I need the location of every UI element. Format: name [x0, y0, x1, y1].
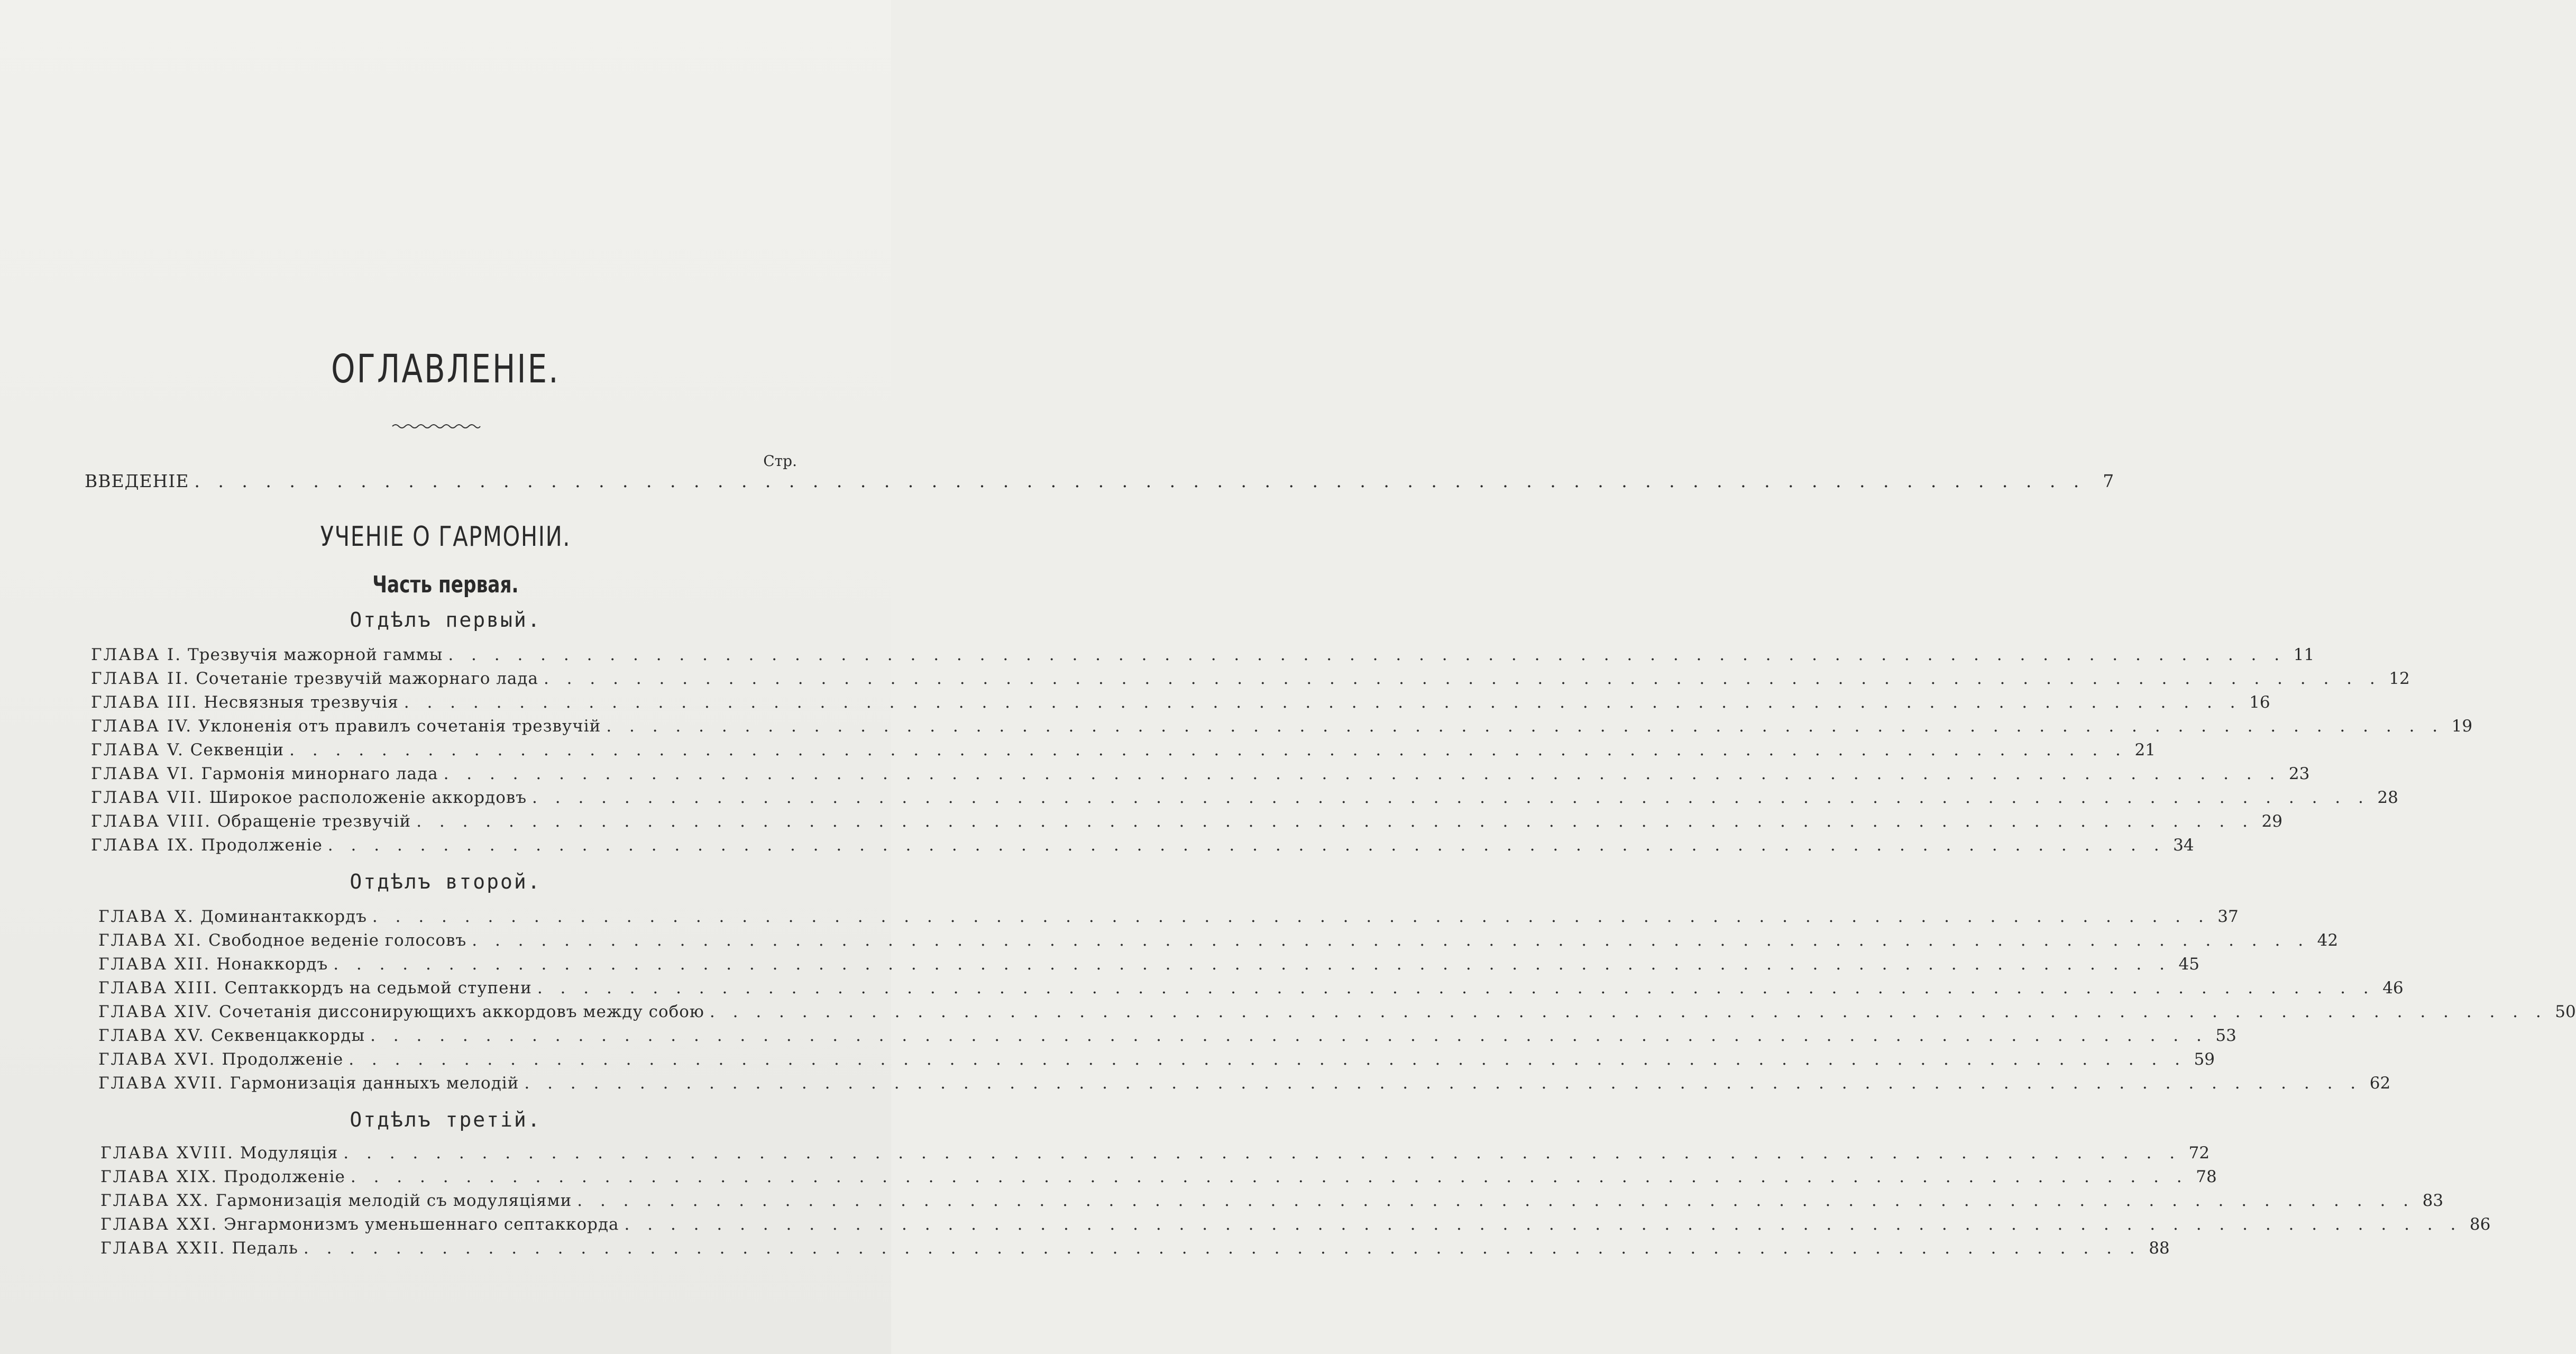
chapter-page: 23: [2288, 764, 2310, 783]
chapter-entry: [91, 764, 2310, 783]
chapter-entry: [100, 1143, 2210, 1163]
chapter-number: ГЛАВА I.: [91, 645, 182, 664]
chapter-label: [91, 693, 404, 712]
chapter-entry: [98, 907, 2239, 926]
leader-dots: . . . . . . . . . . . . . . . . . . . . . . . . . . . . . . . . . . . . . . . . . . . . . . . . . . . . . . . . . . . . . . . . . . . . . . . . . . . . . . . .: [524, 1074, 2362, 1093]
part-heading: Часть первая.: [372, 571, 519, 598]
leader-dots: . . . . . . . . . . . . . . . . . . . . . . . . . . . . . . . . . . . . . . . . . . . . . . . . . . . . . . . . . . . . . . . . . . . . . . . . . . . . . . . .: [303, 1239, 2141, 1258]
chapter-number: ГЛАВА VIII.: [91, 812, 212, 831]
leader-dots: . . . . . . . . . . . . . . . . . . . . . . . . . . . . . . . . . . . . . . . . . . . . . . . . . . . . . . . . . . . . . . . . . . . . . . . . . . . . . . . .: [194, 471, 2086, 491]
chapter-page: 19: [2451, 717, 2473, 736]
chapter-title: Несвязныя трезвучія: [204, 693, 399, 712]
chapter-number: ГЛАВА X.: [98, 907, 195, 926]
chapter-number: ГЛАВА IV.: [91, 717, 193, 736]
chapter-page: 34: [2173, 836, 2194, 855]
leader-dots: . . . . . . . . . . . . . . . . . . . . . . . . . . . . . . . . . . . . . . . . . . . . . . . . . . . . . . . . . . . . . . . . . . . . . . . . . . . . . . . .: [289, 740, 2127, 760]
division-heading: Отдѣлъ первый.: [350, 608, 542, 632]
chapter-label: [98, 1002, 710, 1021]
chapter-title: Доминантаккордъ: [200, 907, 367, 926]
chapter-entry: [98, 978, 2404, 998]
leader-dots: . . . . . . . . . . . . . . . . . . . . . . . . . . . . . . . . . . . . . . . . . . . . . . . . . . . . . . . . . . . . . . . . . . . . . . . . . . . . . . . .: [416, 812, 2254, 831]
chapter-page: 53: [2215, 1026, 2236, 1045]
division-heading: Отдѣлъ третій.: [350, 1108, 542, 1131]
leader-dots: . . . . . . . . . . . . . . . . . . . . . . . . . . . . . . . . . . . . . . . . . . . . . . . . . . . . . . . . . . . . . . . . . . . . . . . . . . . . . . . .: [350, 1167, 2188, 1186]
leader-dots: . . . . . . . . . . . . . . . . . . . . . . . . . . . . . . . . . . . . . . . . . . . . . . . . . . . . . . . . . . . . . . . . . . . . . . . . . . . . . . . .: [448, 645, 2286, 664]
chapter-page: 29: [2261, 812, 2282, 831]
chapter-page: 45: [2178, 955, 2199, 974]
chapter-number: ГЛАВА XIV.: [98, 1002, 214, 1021]
chapter-label: [98, 1026, 370, 1045]
leader-dots: . . . . . . . . . . . . . . . . . . . . . . . . . . . . . . . . . . . . . . . . . . . . . . . . . . . . . . . . . . . . . . . . . . . . . . . . . . . . . . . .: [472, 931, 2310, 950]
chapter-label: [98, 1074, 524, 1093]
chapter-number: ГЛАВА XIII.: [98, 978, 219, 998]
chapter-page: 83: [2422, 1191, 2444, 1210]
leader-dots: . . . . . . . . . . . . . . . . . . . . . . . . . . . . . . . . . . . . . . . . . . . . . . . . . . . . . . . . . . . . . . . . . . . . . . . . . . . . . . . .: [443, 764, 2281, 783]
chapter-number: ГЛАВА XII.: [98, 955, 211, 974]
chapter-label: [98, 978, 537, 998]
chapter-label: [91, 669, 544, 688]
chapter-page: 16: [2249, 693, 2270, 712]
chapter-entry: [91, 788, 2398, 807]
chapter-page: 78: [2196, 1167, 2217, 1186]
leader-dots: . . . . . . . . . . . . . . . . . . . . . . . . . . . . . . . . . . . . . . . . . . . . . . . . . . . . . . . . . . . . . . . . . . . . . . . . . . . . . . . .: [537, 978, 2375, 998]
main-heading: УЧЕНIЕ О ГАРМОНIИ.: [320, 521, 571, 553]
chapter-page: 42: [2317, 931, 2339, 950]
intro-page: 7: [2103, 471, 2114, 491]
leader-dots: . . . . . . . . . . . . . . . . . . . . . . . . . . . . . . . . . . . . . . . . . . . . . . . . . . . . . . . . . . . . . . . . . . . . . . . . . . . . . . . .: [543, 669, 2381, 688]
chapter-title: Педаль: [232, 1239, 298, 1258]
chapter-title: Гармонизація данныхъ мелодій: [230, 1074, 519, 1093]
leader-dots: . . . . . . . . . . . . . . . . . . . . . . . . . . . . . . . . . . . . . . . . . . . . . . . . . . . . . . . . . . . . . . . . . . . . . . . . . . . . . . . .: [370, 1026, 2208, 1045]
chapter-entry: [91, 645, 2315, 664]
chapter-number: ГЛАВА XVI.: [98, 1050, 216, 1069]
chapter-entry: [100, 1239, 2170, 1258]
leader-dots: . . . . . . . . . . . . . . . . . . . . . . . . . . . . . . . . . . . . . . . . . . . . . . . . . . . . . . . . . . . . . . . . . . . . . . . . . . . . . . . .: [333, 955, 2171, 974]
chapter-title: Трезвучія мажорной гаммы: [187, 645, 443, 664]
chapter-label: [100, 1215, 625, 1234]
chapter-number: ГЛАВА XVIII.: [100, 1143, 235, 1163]
chapter-title: Сочетаніе трезвучій мажорнаго лада: [196, 669, 538, 688]
chapter-entry: [100, 1167, 2217, 1186]
page-title: ОГЛАВЛЕНIЕ.: [331, 346, 560, 392]
chapter-entry: [91, 717, 2473, 736]
title-flourish: [391, 422, 481, 431]
chapter-title: Свободное веденіе голосовъ: [208, 931, 467, 950]
chapter-page: 62: [2369, 1074, 2391, 1093]
leader-dots: . . . . . . . . . . . . . . . . . . . . . . . . . . . . . . . . . . . . . . . . . . . . . . . . . . . . . . . . . . . . . . . . . . . . . . . . . . . . . . . .: [372, 907, 2210, 926]
leader-dots: . . . . . . . . . . . . . . . . . . . . . . . . . . . . . . . . . . . . . . . . . . . . . . . . . . . . . . . . . . . . . . . . . . . . . . . . . . . . . . . .: [349, 1050, 2186, 1069]
chapter-number: ГЛАВА XI.: [98, 931, 203, 950]
leader-dots: . . . . . . . . . . . . . . . . . . . . . . . . . . . . . . . . . . . . . . . . . . . . . . . . . . . . . . . . . . . . . . . . . . . . . . . . . . . . . . . .: [327, 836, 2166, 855]
chapter-entry: [98, 1026, 2236, 1045]
chapter-number: ГЛАВА IX.: [91, 836, 196, 855]
leader-dots: . . . . . . . . . . . . . . . . . . . . . . . . . . . . . . . . . . . . . . . . . . . . . . . . . . . . . . . . . . . . . . . . . . . . . . . . . . . . . . . .: [532, 788, 2370, 807]
chapter-title: Гармонизація мелодій съ модуляціями: [215, 1191, 572, 1210]
chapter-title: Продолженіе: [224, 1167, 345, 1186]
page-column-header: Стр.: [763, 452, 797, 470]
leader-dots: . . . . . . . . . . . . . . . . . . . . . . . . . . . . . . . . . . . . . . . . . . . . . . . . . . . . . . . . . . . . . . . . . . . . . . . . . . . . . . . .: [709, 1002, 2547, 1021]
chapter-number: ГЛАВА VI.: [91, 764, 196, 783]
chapter-label: [91, 788, 532, 807]
leader-dots: . . . . . . . . . . . . . . . . . . . . . . . . . . . . . . . . . . . . . . . . . . . . . . . . . . . . . . . . . . . . . . . . . . . . . . . . . . . . . . . .: [343, 1143, 2181, 1163]
chapter-entry: [91, 812, 2282, 831]
chapter-title: Продолженіе: [222, 1050, 344, 1069]
chapter-title: Септаккордъ на седьмой ступени: [224, 978, 532, 998]
leader-dots: . . . . . . . . . . . . . . . . . . . . . . . . . . . . . . . . . . . . . . . . . . . . . . . . . . . . . . . . . . . . . . . . . . . . . . . . . . . . . . . .: [404, 693, 2242, 712]
leader-dots: . . . . . . . . . . . . . . . . . . . . . . . . . . . . . . . . . . . . . . . . . . . . . . . . . . . . . . . . . . . . . . . . . . . . . . . . . . . . . . . .: [624, 1215, 2462, 1234]
chapter-entry: [100, 1215, 2491, 1234]
chapter-title: Сочетанія диссонирующихъ аккордовъ между собою: [218, 1002, 704, 1021]
chapter-page: 21: [2134, 740, 2156, 760]
division-heading: Отдѣлъ второй.: [350, 870, 542, 893]
chapter-label: [100, 1167, 351, 1186]
chapter-entry: [98, 1050, 2215, 1069]
chapter-entry: [91, 693, 2270, 712]
chapter-entry: [98, 1074, 2391, 1093]
chapter-entry: [91, 669, 2410, 688]
intro-entry: [85, 471, 2114, 491]
chapter-page: 59: [2194, 1050, 2215, 1069]
chapter-title: Нонаккордъ: [216, 955, 328, 974]
chapter-entry: [98, 955, 2199, 974]
chapter-number: ГЛАВА II.: [91, 669, 190, 688]
chapter-title: Секвенціи: [190, 740, 285, 760]
leader-dots: . . . . . . . . . . . . . . . . . . . . . . . . . . . . . . . . . . . . . . . . . . . . . . . . . . . . . . . . . . . . . . . . . . . . . . . . . . . . . . . .: [577, 1191, 2415, 1210]
leader-dots: . . . . . . . . . . . . . . . . . . . . . . . . . . . . . . . . . . . . . . . . . . . . . . . . . . . . . . . . . . . . . . . . . . . . . . . . . . . . . . . .: [606, 717, 2444, 736]
chapter-title: Широкое расположеніе аккордовъ: [209, 788, 527, 807]
chapter-number: ГЛАВА XIX.: [100, 1167, 218, 1186]
chapter-label: [98, 907, 372, 926]
chapter-title: Гармонія минорнаго лада: [201, 764, 438, 783]
chapter-title: Уклоненія отъ правилъ сочетанія трезвучій: [198, 717, 601, 736]
chapter-title: Модуляція: [240, 1143, 338, 1163]
chapter-number: ГЛАВА XVII.: [98, 1074, 224, 1093]
chapter-page: 12: [2389, 669, 2410, 688]
chapter-entry: [98, 1002, 2576, 1021]
chapter-label: [100, 1143, 343, 1163]
chapter-label: [91, 836, 328, 855]
chapter-number: ГЛАВА XXI.: [100, 1215, 218, 1234]
chapter-label: [100, 1191, 577, 1210]
chapter-entry: [98, 931, 2339, 950]
chapter-page: 72: [2188, 1143, 2210, 1163]
chapter-title: Обращеніе трезвучій: [217, 812, 411, 831]
chapter-number: ГЛАВА III.: [91, 693, 198, 712]
chapter-label: [98, 955, 333, 974]
chapter-label: [91, 740, 289, 760]
chapter-page: 88: [2149, 1239, 2170, 1258]
chapter-number: ГЛАВА V.: [91, 740, 185, 760]
chapter-label: [91, 717, 606, 736]
chapter-number: ГЛАВА XV.: [98, 1026, 205, 1045]
chapter-number: ГЛАВА XXII.: [100, 1239, 226, 1258]
chapter-label: [91, 645, 448, 664]
chapter-label: [98, 931, 472, 950]
chapter-entry: [91, 740, 2156, 760]
chapter-page: 50: [2555, 1002, 2576, 1021]
chapter-page: 46: [2382, 978, 2404, 998]
chapter-page: 28: [2377, 788, 2398, 807]
chapter-page: 11: [2293, 645, 2315, 664]
chapter-number: ГЛАВА VII.: [91, 788, 204, 807]
chapter-page: 37: [2217, 907, 2239, 926]
chapter-label: [98, 1050, 349, 1069]
chapter-number: ГЛАВА XX.: [100, 1191, 210, 1210]
chapter-page: 86: [2469, 1215, 2491, 1234]
chapter-label: [91, 812, 416, 831]
chapter-label: [100, 1239, 304, 1258]
chapter-label: [91, 764, 444, 783]
chapter-title: Продолженіе: [201, 836, 323, 855]
chapter-title: Секвенцаккорды: [210, 1026, 365, 1045]
intro-label: ВВЕДЕНIЕ: [85, 471, 189, 491]
chapter-title: Энгармонизмъ уменьшеннаго септаккорда: [224, 1215, 619, 1234]
chapter-entry: [91, 836, 2194, 855]
chapter-entry: [100, 1191, 2444, 1210]
